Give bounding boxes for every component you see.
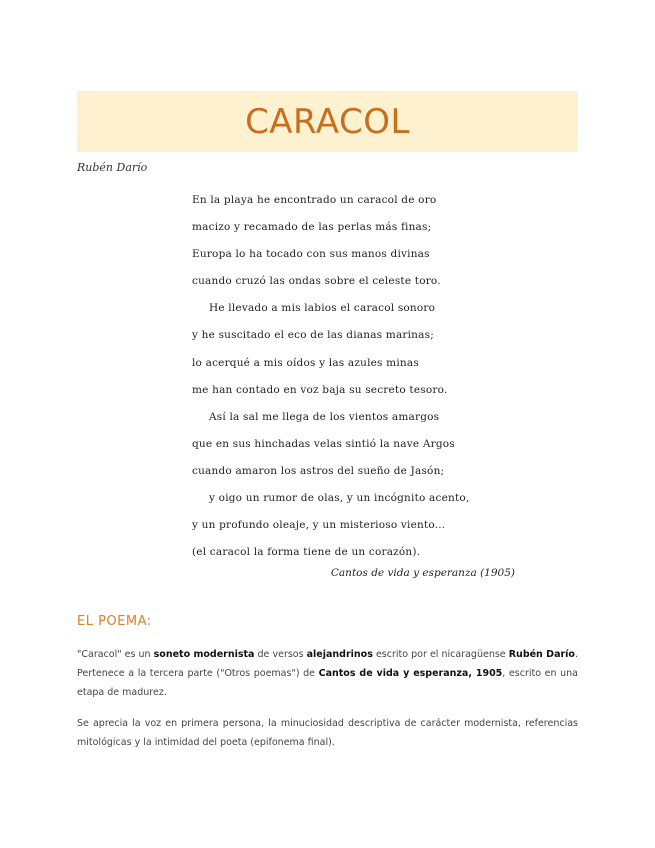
poem-line: Europa lo ha tocado con sus manos divinas <box>192 248 430 261</box>
page-title: CARACOL <box>245 101 410 142</box>
poem-line: me han contado en voz baja su secreto tesoro. <box>192 383 448 396</box>
poem-line: (el caracol la forma tiene de un corazón). <box>192 546 421 559</box>
paragraph-text: de versos <box>254 649 307 660</box>
emphasis-text: Rubén Darío <box>508 649 575 660</box>
emphasis-text: soneto modernista <box>153 649 255 660</box>
section-heading: EL POEMA: <box>77 614 152 629</box>
author-name: Rubén Darío <box>77 161 148 174</box>
poem-line: macizo y recamado de las perlas más finas; <box>192 221 432 234</box>
poem-body <box>192 187 522 566</box>
title-banner <box>77 91 578 152</box>
poem-line: y un profundo oleaje, y un misterioso viento... <box>192 519 446 532</box>
poem-source: Cantos de vida y esperanza (1905) <box>330 567 515 579</box>
analysis-paragraph-1 <box>77 645 578 702</box>
poem-line: lo acerqué a mis oídos y las azules minas <box>192 356 419 369</box>
poem-line: He llevado a mis labios el caracol sonoro <box>209 302 436 315</box>
emphasis-text: Cantos de vida y esperanza, 1905 <box>318 668 503 679</box>
poem-line: y oigo un rumor de olas, y un incógnito acento, <box>209 492 470 505</box>
emphasis-text: alejandrinos <box>306 649 373 660</box>
paragraph-text: . Pertenece a la tercera parte ("Otros poemas") de <box>77 649 578 679</box>
paragraph-text: "Caracol" es un <box>77 649 154 660</box>
poem-line: cuando amaron los astros del sueño de Jasón; <box>192 464 445 477</box>
poem-line: cuando cruzó las ondas sobre el celeste toro. <box>192 275 441 288</box>
analysis-paragraph-2: Se aprecia la voz en primera persona, la minuciosidad descriptiva de carácter modernista, referencias mitológicas y la intimidad del poeta (epifonema final). <box>77 718 578 748</box>
poem-line: En la playa he encontrado un caracol de oro <box>192 194 437 206</box>
paragraph-text: , escrito en una etapa de madurez. <box>77 668 578 698</box>
paragraph-text: escrito por el nicaragüense <box>372 649 509 660</box>
poem-line: y he suscitado el eco de las dianas marinas; <box>192 329 434 342</box>
poem-line: que en sus hinchadas velas sintió la nave Argos <box>192 437 455 450</box>
poem-line: Así la sal me llega de los vientos amargos <box>209 410 440 423</box>
